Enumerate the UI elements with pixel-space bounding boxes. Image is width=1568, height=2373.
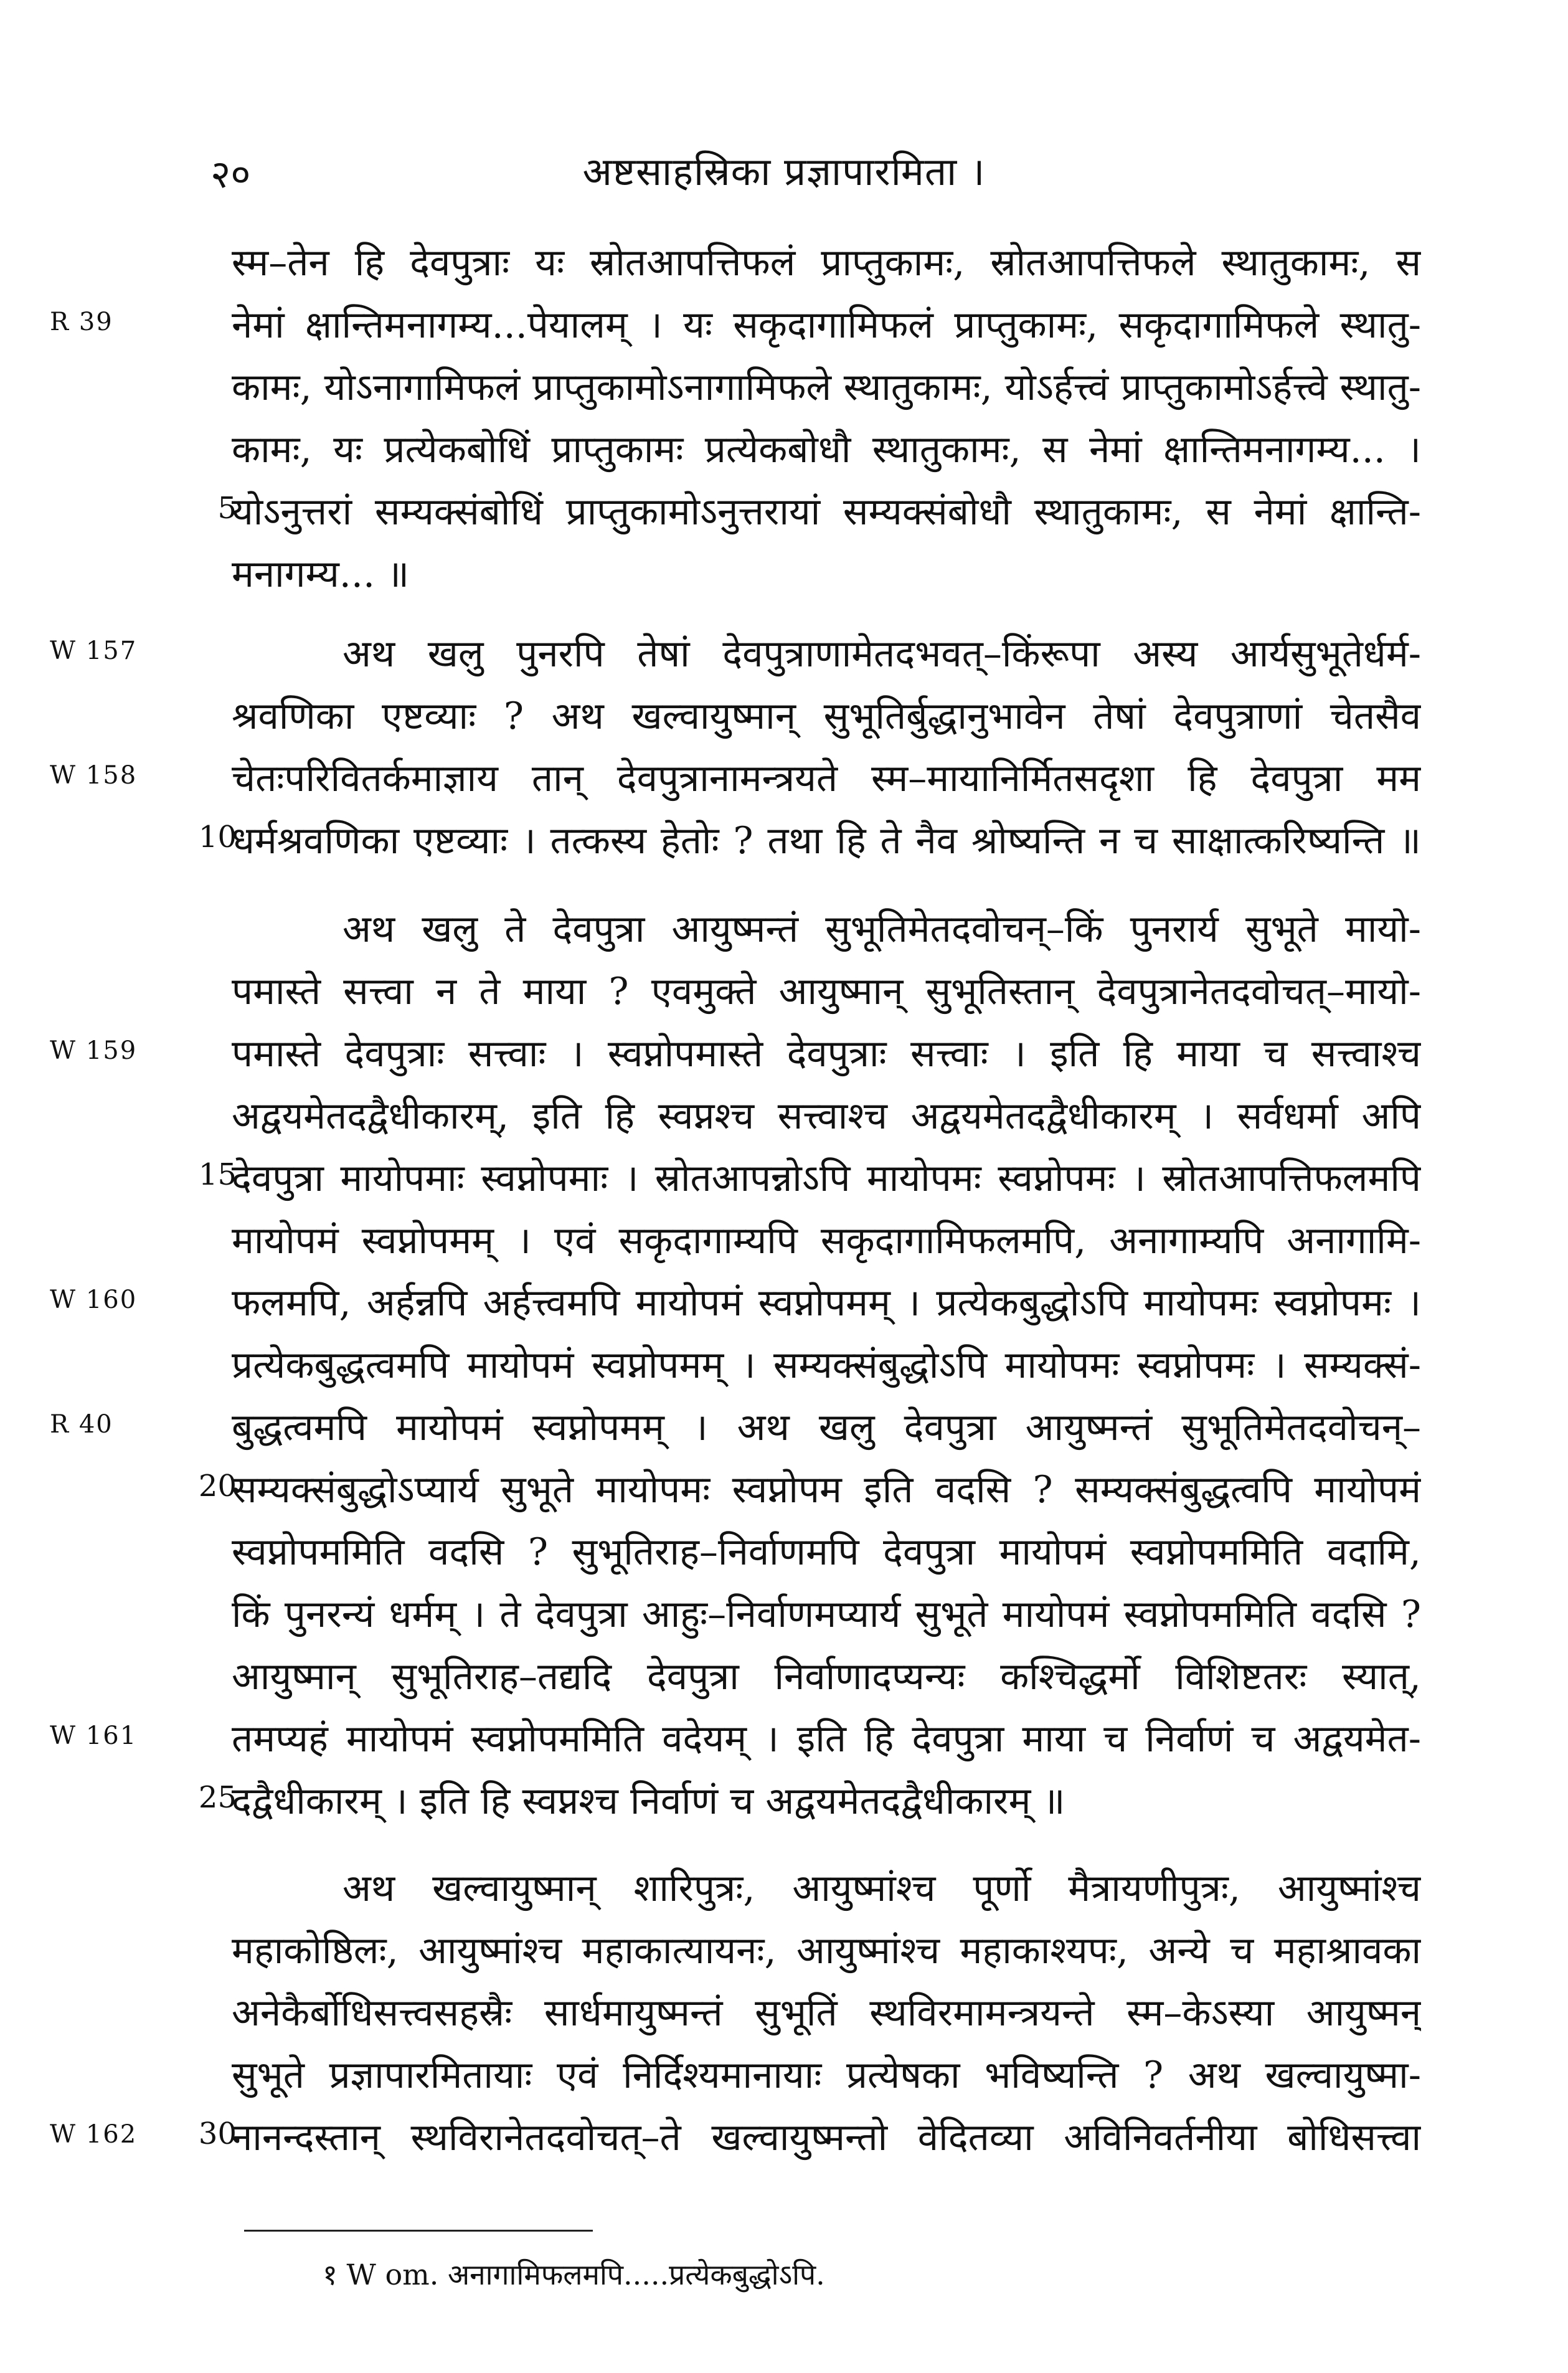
line-text: नानन्दस्तान् स्थविरानेतदवोचत्–ते खल्वायुष्मन्तो वेदितव्या अविनिवर्तनीया बोधिसत्त्वा (232, 2116, 1421, 2159)
line-text: योऽनुत्तरां सम्यक्संबोधिं प्राप्तुकामोऽनुत्तरायां सम्यक्संबोधौ स्थातुकामः, स नेमां क्षान्ति- (232, 490, 1421, 534)
line-text: मायोपमं स्वप्नोपमम् । एवं सकृदागाम्यपि सकृदागामिफलमपि, अनागाम्यपि अनागामि- (232, 1219, 1421, 1262)
margin-reference: R 39 (50, 308, 113, 336)
line-text: स्म–तेन हि देवपुत्राः यः स्रोतआपत्तिफलं प्राप्तुकामः, स्रोतआपत्तिफले स्थातुकामः, स (232, 241, 1421, 285)
text-line-27 (0, 1920, 1568, 1982)
line-text: श्रवणिका एष्टव्याः ? अथ खल्वायुष्मान् सुभूतिर्बुद्धानुभावेन तेषां देवपुत्राणां चेतसैव (232, 694, 1421, 738)
line-text: महाकोष्ठिलः, आयुष्मांश्च महाकात्यायनः, आयुष्मांश्च महाकाश्यपः, अन्ये च महाश्रावका (232, 1929, 1421, 1973)
line-text: फलमपि, अर्हन्नपि अर्हत्त्वमपि मायोपमं स्वप्नोपमम् । प्रत्येकबुद्धोऽपि मायोपमः स्वप्नोपमः । (232, 1281, 1421, 1325)
line-number: 15 (198, 1157, 237, 1192)
text-line-13 (0, 1023, 1568, 1085)
text-line-17 (0, 1272, 1568, 1334)
text-line-7 (0, 623, 1568, 685)
line-text: पमास्ते देवपुत्राः सत्त्वाः । स्वप्नोपमास्ते देवपुत्राः सत्त्वाः । इति हि माया च सत्त्वाश्च (232, 1032, 1421, 1076)
line-text: अनेकैर्बोधिसत्त्वसहस्रैः सार्धमायुष्मन्तं सुभूतिं स्थविरमामन्त्रयन्ते स्म–केऽस्या आयुष्मन् (232, 1991, 1421, 2035)
margin-reference: W 157 (50, 637, 138, 665)
text-line-30 (0, 2106, 1568, 2169)
line-text: मनागम्य... ॥ (232, 552, 410, 596)
line-text: स्वप्नोपममिति वदसि ? सुभूतिराह–निर्वाणमपि देवपुत्रा मायोपमं स्वप्नोपममिति वदामि, (232, 1530, 1421, 1574)
line-text: पमास्ते सत्त्वा न ते माया ? एवमुक्ते आयुष्मान् सुभूतिस्तान् देवपुत्रानेतदवोचत्–मायो- (232, 970, 1421, 1013)
line-number: 20 (198, 1469, 237, 1504)
text-line-25 (0, 1770, 1568, 1832)
line-text: चेतःपरिवितर्कमाज्ञाय तान् देवपुत्रानामन्त्रयते स्म–मायानिर्मितसदृशा हि देवपुत्रा मम (232, 757, 1421, 800)
text-line-28 (0, 1982, 1568, 2044)
text-line-20 (0, 1459, 1568, 1521)
text-line-22 (0, 1583, 1568, 1646)
running-title: अष्टसाहस्रिका प्रज्ञापारमिता । (582, 149, 986, 194)
text-line-29 (0, 2044, 1568, 2106)
text-line-23 (0, 1646, 1568, 1708)
line-text: तमप्यहं मायोपमं स्वप्नोपममिति वदेयम् । इति हि देवपुत्रा माया च निर्वाणं च अद्वयमेत- (232, 1717, 1421, 1761)
text-line-18 (0, 1334, 1568, 1396)
margin-reference: W 158 (50, 761, 138, 790)
line-text: सुभूते प्रज्ञापारमितायाः एवं निर्दिश्यमानायाः प्रत्येषका भविष्यन्ति ? अथ खल्वायुष्मा- (232, 2053, 1421, 2097)
text-line-19 (0, 1396, 1568, 1459)
text-line-21 (0, 1521, 1568, 1583)
line-text: नेमां क्षान्तिमनागम्य...पेयालम् । यः सकृदागामिफलं प्राप्तुकामः, सकृदागामिफले स्थातु- (232, 303, 1421, 347)
text-line-8 (0, 685, 1568, 747)
line-number: 10 (198, 820, 237, 855)
margin-reference: W 159 (50, 1036, 138, 1065)
margin-reference: W 162 (50, 2120, 138, 2149)
line-text: अथ खलु पुनरपि तेषां देवपुत्राणामेतदभवत्–किंरूपा अस्य आर्यसुभूतेर्धर्म- (342, 632, 1421, 676)
line-text: कामः, यः प्रत्येकबोधिं प्राप्तुकामः प्रत्येकबोधौ स्थातुकामः, स नेमां क्षान्तिमनागम्य... । (232, 428, 1421, 471)
line-text: देवपुत्रा मायोपमाः स्वप्नोपमाः । स्रोतआपन्नोऽपि मायोपमः स्वप्नोपमः । स्रोतआपत्तिफलमपि (232, 1157, 1421, 1200)
line-text: अथ खल्वायुष्मान् शारिपुत्रः, आयुष्मांश्च पूर्णो मैत्रायणीपुत्रः, आयुष्मांश्च (342, 1867, 1421, 1910)
line-text: अथ खलु ते देवपुत्रा आयुष्मन्तं सुभूतिमेतदवोचन्–किं पुनरार्य सुभूते मायो- (342, 907, 1421, 951)
text-line-9 (0, 747, 1568, 810)
line-text: बुद्धत्वमपि मायोपमं स्वप्नोपमम् । अथ खलु देवपुत्रा आयुष्मन्तं सुभूतिमेतदवोचन्– (232, 1406, 1421, 1449)
line-text: सम्यक्संबुद्धोऽप्यार्य सुभूते मायोपमः स्वप्नोपम इति वदसि ? सम्यक्संबुद्धत्वपि मायोपमं (232, 1468, 1421, 1512)
text-line-26 (0, 1857, 1568, 1920)
line-number: 25 (198, 1780, 237, 1815)
line-text: आयुष्मान् सुभूतिराह–तद्यदि देवपुत्रा निर्वाणादप्यन्यः कश्चिद्धर्मो विशिष्टतरः स्यात्, (232, 1655, 1421, 1698)
text-line-10 (0, 810, 1568, 872)
text-line-3 (0, 356, 1568, 419)
line-number: 30 (198, 2116, 237, 2151)
text-line-4 (0, 419, 1568, 481)
line-text: धर्मश्रवणिका एष्टव्याः । तत्कस्य हेतोः ? तथा हि ते नैव श्रोष्यन्ति न च साक्षात्करिष्यन्ति ॥ (232, 819, 1421, 863)
line-text: किं पुनरन्यं धर्मम् । ते देवपुत्रा आहुः–निर्वाणमप्यार्य सुभूते मायोपमं स्वप्नोपममिति वदसि ? (232, 1593, 1421, 1636)
line-text: प्रत्येकबुद्धत्वमपि मायोपमं स्वप्नोपमम् । सम्यक्संबुद्धोऽपि मायोपमः स्वप्नोपमः । सम्यक्सं- (232, 1343, 1421, 1387)
text-line-5 (0, 481, 1568, 543)
text-line-14 (0, 1085, 1568, 1147)
margin-reference: W 161 (50, 1722, 138, 1750)
text-line-24 (0, 1708, 1568, 1770)
margin-reference: R 40 (50, 1410, 113, 1439)
line-text: अद्वयमेतदद्वैधीकारम्, इति हि स्वप्नश्च सत्त्वाश्च अद्वयमेतदद्वैधीकारम् । सर्वधर्मा अपि (232, 1094, 1421, 1138)
footnote-rule (244, 2230, 593, 2232)
line-text: दद्वैधीकारम् । इति हि स्वप्नश्च निर्वाणं च अद्वयमेतदद्वैधीकारम् ॥ (232, 1779, 1065, 1823)
text-line-11 (0, 898, 1568, 960)
page-number: २० (210, 151, 251, 197)
margin-reference: W 160 (50, 1286, 138, 1314)
text-line-1 (0, 232, 1568, 294)
text-line-6 (0, 543, 1568, 605)
footnote: १ W om. अनागामिफलमपि.....प्रत्येकबुद्धोऽपि. (323, 2258, 825, 2291)
line-text: कामः, योऽनागामिफलं प्राप्तुकामोऽनागामिफले स्थातुकामः, योऽर्हत्त्वं प्राप्तुकामोऽर्हत्त्वे स्थातु- (232, 366, 1421, 409)
text-line-12 (0, 960, 1568, 1023)
text-line-15 (0, 1147, 1568, 1210)
text-line-2 (0, 294, 1568, 356)
line-number: 5 (217, 491, 237, 526)
text-line-16 (0, 1210, 1568, 1272)
